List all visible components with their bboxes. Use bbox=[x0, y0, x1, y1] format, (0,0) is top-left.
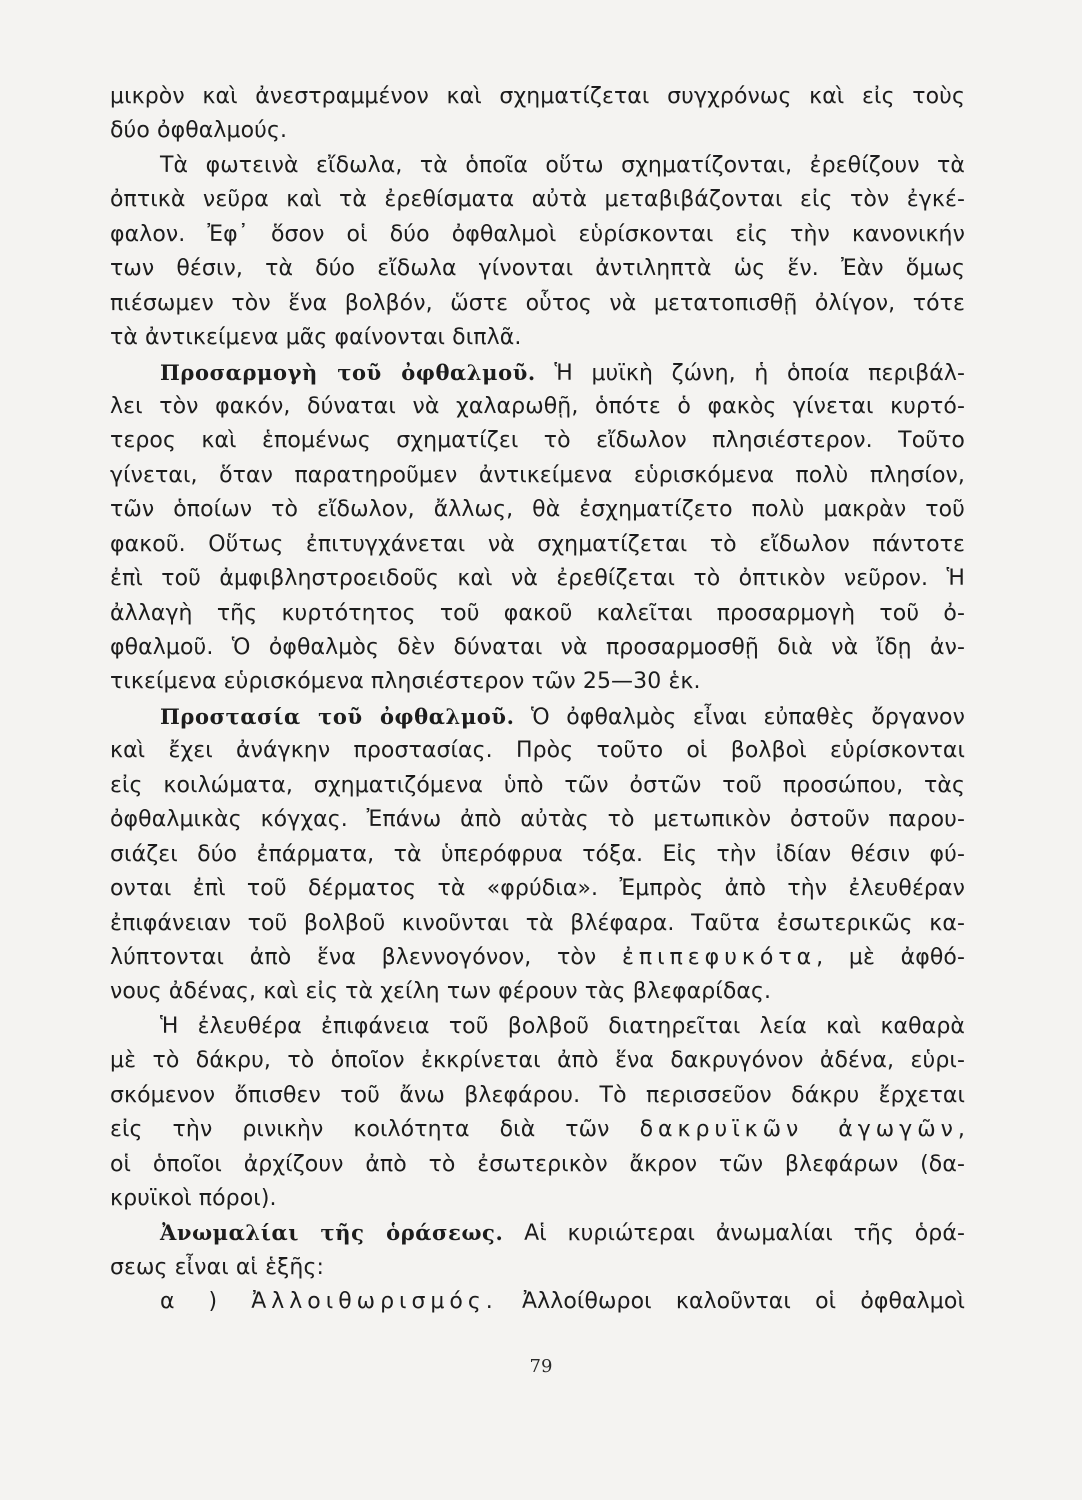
text-line bbox=[110, 1113, 965, 1147]
text-span: Ἡ μυϊκὴ ζώνη, ἡ ὁποία περιβάλ- bbox=[554, 360, 965, 386]
text-line bbox=[110, 1216, 965, 1250]
text-line bbox=[110, 356, 965, 390]
text-span: Ὁ ὀφθαλμὸς εἶναι εὐπαθὲς ὄργανον bbox=[531, 704, 966, 730]
text-line: γίνεται, ὅταν παρατηροῦμεν ἀντικείμενα εὑρισκόμενα πολὺ πλησίον, bbox=[110, 462, 965, 488]
text-line bbox=[110, 1285, 965, 1319]
text-line: τὰ ἀντικείμενα μᾶς φαίνονται διπλᾶ. bbox=[110, 325, 522, 351]
text-span: Αἱ κυριώτεραι ἀνωμαλίαι τῆς ὁρά- bbox=[524, 1221, 965, 1247]
text-line: ὀφθαλμικὰς κόγχας. Ἐπάνω ἀπὸ αὐτὰς τὸ μετωπικὸν ὀστοῦν παρου- bbox=[110, 807, 965, 833]
text-line bbox=[110, 941, 965, 975]
text-line: εἰς κοιλώματα, σχηματιζόμενα ὑπὸ τῶν ὀστῶν τοῦ προσώπου, τὰς bbox=[110, 772, 965, 798]
text-line: ἀλλαγὴ τῆς κυρτότητος τοῦ φακοῦ καλεῖται προσαρμογὴ τοῦ ὀ- bbox=[110, 600, 965, 626]
page-number: 79 bbox=[529, 1356, 553, 1377]
section-heading-accommodation: Προσαρμογὴ τοῦ ὀφθαλμοῦ. bbox=[160, 359, 536, 385]
text-line: ονται ἐπὶ τοῦ δέρματος τὰ «φρύδια». Ἐμπρὸς ἀπὸ τὴν ἐλευθέραν bbox=[110, 876, 965, 902]
text-line: σιάζει δύο ἐπάρματα, τὰ ὑπερόφρυα τόξα. Εἰς τὴν ἰδίαν θέσιν φύ- bbox=[110, 841, 965, 867]
section-heading-anomalies: Ἀνωμαλίαι τῆς ὁράσεως. bbox=[160, 1220, 504, 1246]
text-line: κρυϊκοὶ πόροι). bbox=[110, 1186, 277, 1211]
book-page bbox=[110, 80, 965, 1320]
text-line: λει τὸν φακόν, δύναται νὰ χαλαρωθῇ, ὁπότε ὁ φακὸς γίνεται κυρτό- bbox=[110, 393, 965, 419]
text-line: σκόμενον ὄπισθεν τοῦ ἄνω βλεφάρου. Τὸ περισσεῦον δάκρυ ἔρχεται bbox=[110, 1082, 965, 1108]
text-line: φαλον. Ἐφ᾽ ὅσον οἱ δύο ὀφθαλμοὶ εὑρίσκονται εἰς τὴν κανονικήν bbox=[110, 221, 965, 247]
section-heading-protection: Προστασία τοῦ ὀφθαλμοῦ. bbox=[160, 703, 515, 729]
text-span: , μὲ ἀφθό- bbox=[816, 944, 966, 970]
text-span: , bbox=[957, 1117, 966, 1143]
text-line: ἐπὶ τοῦ ἀμφιβληστροειδοῦς καὶ νὰ ἐρεθίζεται τὸ ὀπτικὸν νεῦρον. Ἡ bbox=[110, 566, 965, 592]
text-line: ὀπτικὰ νεῦρα καὶ τὰ ἐρεθίσματα αὐτὰ μεταβιβάζονται εἰς τὸν ἐγκέ- bbox=[110, 187, 965, 213]
text-line: φθαλμοῦ. Ὁ ὀφθαλμὸς δὲν δύναται νὰ προσαρμοσθῇ διὰ νὰ ἴδῃ ἀν- bbox=[110, 635, 965, 660]
text-span: εἰς τὴν ρινικὴν κοιλότητα διὰ τῶν bbox=[110, 1117, 610, 1143]
spaced-term: α ) Ἀλλοιθωρισμός. bbox=[160, 1289, 498, 1315]
text-line: φακοῦ. Οὕτως ἐπιτυγχάνεται νὰ σχηματίζεται τὸ εἴδωλον πάντοτε bbox=[110, 531, 965, 557]
text-line bbox=[110, 700, 965, 734]
text-line: τικείμενα εὑρισκόμενα πλησιέστερον τῶν 25—30 ἑκ. bbox=[110, 669, 701, 695]
text-span: Ἀλλοίθωροι καλοῦνται οἱ ὀφθαλμοὶ bbox=[521, 1289, 966, 1315]
text-line: οἱ ὁποῖοι ἀρχίζουν ἀπὸ τὸ ἐσωτερικὸν ἄκρον τῶν βλεφάρων (δα- bbox=[110, 1151, 965, 1177]
text-line: των θέσιν, τὰ δύο εἴδωλα γίνονται ἀντιληπτὰ ὡς ἕν. Ἐὰν ὅμως bbox=[110, 256, 965, 282]
text-line: δύο ὀφθαλμούς. bbox=[110, 118, 288, 144]
text-line: τῶν ὁποίων τὸ εἴδωλον, ἄλλως, θὰ ἐσχηματίζετο πολὺ μακρὰν τοῦ bbox=[110, 497, 965, 523]
text-line: μικρὸν καὶ ἀνεστραμμένον καὶ σχηματίζεται συγχρόνως καὶ εἰς τοὺς bbox=[110, 84, 965, 109]
spaced-term: δακρυϊκῶν ἀγωγῶν bbox=[639, 1117, 958, 1143]
text-span: λύπτονται ἀπὸ ἕνα βλεννογόνον, τὸν bbox=[110, 944, 597, 970]
text-line: καὶ ἔχει ἀνάγκην προστασίας. Πρὸς τοῦτο οἱ βολβοὶ εὑρίσκονται bbox=[110, 738, 965, 764]
text-line: μὲ τὸ δάκρυ, τὸ ὁποῖον ἐκκρίνεται ἀπὸ ἕνα δακρυγόνον ἀδένα, εὑρι- bbox=[110, 1048, 965, 1074]
text-line: τερος καὶ ἑπομένως σχηματίζει τὸ εἴδωλον πλησιέστερον. Τοῦτο bbox=[110, 428, 965, 454]
text-line: νους ἀδένας, καὶ εἰς τὰ χείλη των φέρουν τὰς βλεφαρίδας. bbox=[110, 979, 772, 1005]
text-line: Ἡ ἐλευθέρα ἐπιφάνεια τοῦ βολβοῦ διατηρεῖται λεία καὶ καθαρὰ bbox=[160, 1013, 965, 1039]
spaced-term: ἐπιπεφυκότα bbox=[621, 944, 817, 970]
text-line: πιέσωμεν τὸν ἕνα βολβόν, ὥστε οὗτος νὰ μετατοπισθῇ ὀλίγον, τότε bbox=[110, 290, 965, 316]
text-line: ἐπιφάνειαν τοῦ βολβοῦ κινοῦνται τὰ βλέφαρα. Ταῦτα ἐσωτερικῶς κα- bbox=[110, 910, 965, 936]
text-line: σεως εἶναι αἱ ἑξῆς: bbox=[110, 1254, 324, 1280]
text-line: Τὰ φωτεινὰ εἴδωλα, τὰ ὁποῖα οὕτω σχηματίζονται, ἐρεθίζουν τὰ bbox=[160, 152, 965, 178]
